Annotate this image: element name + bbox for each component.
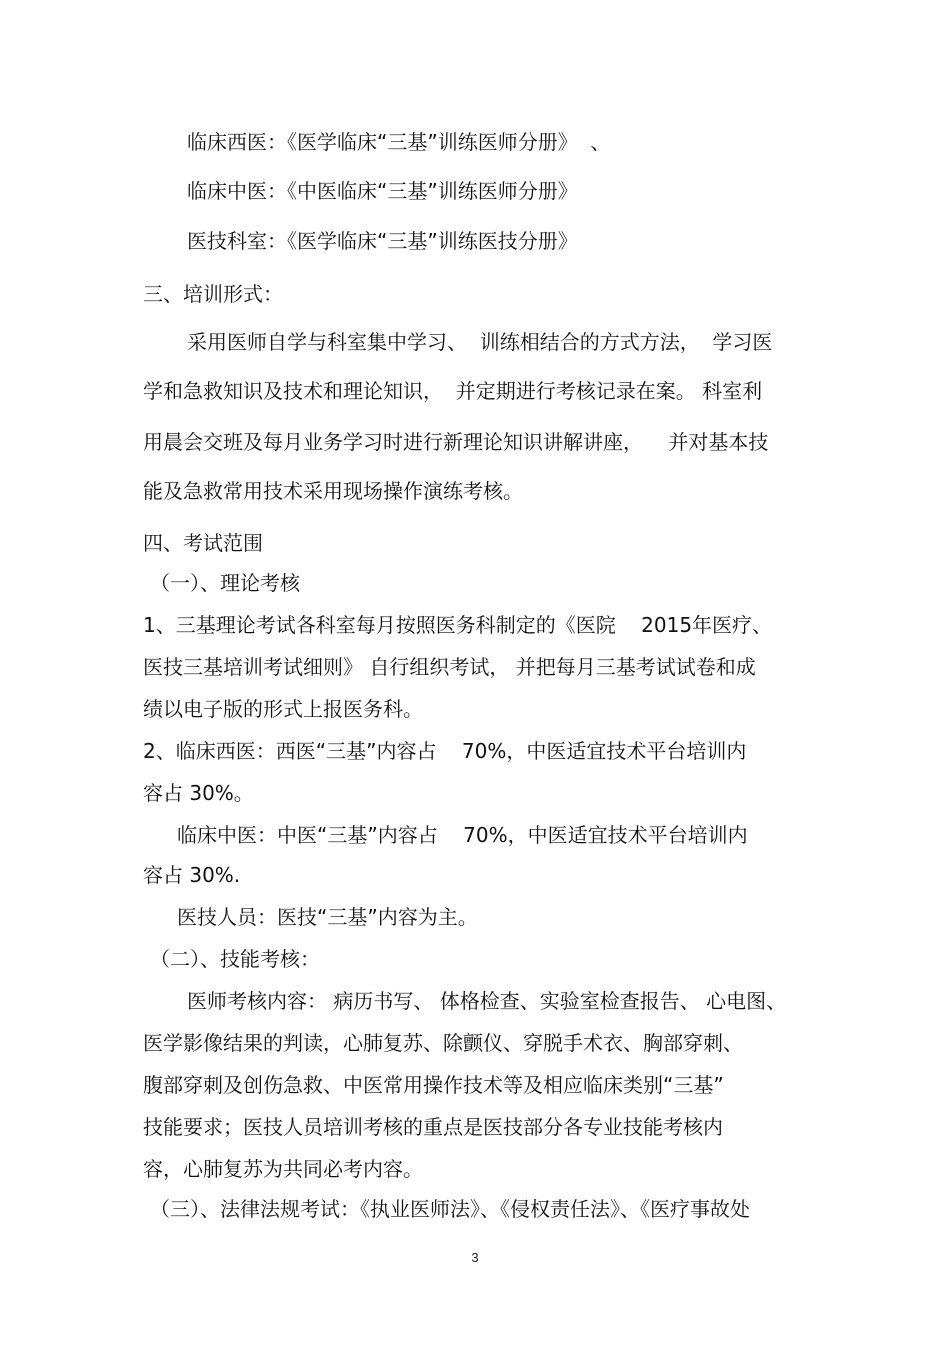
section-heading-3: 三、培训形式： [143, 282, 283, 306]
text-line-1: 临床西医：《医学临床“三基”训练医师分册》 、 [187, 130, 611, 154]
text-line-6: 学和急救知识及技术和理论知识， 并定期进行考核记录在案。 科室利 [143, 379, 763, 403]
text-line-2: 临床中医：《中医临床“三基”训练医师分册》 [187, 179, 578, 203]
text-line-16: 临床中医：中医“三基”内容占 70%，中医适宜技术平台培训内 [177, 823, 748, 847]
text-line-18: 医技人员：医技“三基”内容为主。 [177, 905, 478, 929]
text-line-13: 绩以电子版的形式上报医务科。 [143, 697, 423, 721]
text-line-21: 医学影像结果的判读，心肺复苏、除颤仪、穿脱手术衣、胸部穿刺、 [143, 1031, 743, 1055]
text-line-22: 腹部穿刺及创伤急救、中医常用操作技术等及相应临床类别“三基” [143, 1073, 724, 1097]
text-line-3: 医技科室：《医学临床“三基”训练医技分册》 [187, 229, 578, 253]
text-line-20: 医师考核内容： 病历书写、 体格检查、实验室检查报告、 心电图、 [187, 989, 787, 1013]
page-number: 3 [471, 1250, 479, 1265]
subsection-heading-2: （二）、技能考核： [150, 947, 320, 971]
text-line-8: 能及急救常用技术采用现场操作演练考核。 [143, 479, 523, 503]
subsection-heading-1: （一）、理论考核 [150, 571, 300, 595]
text-line-7: 用晨会交班及每月业务学习时进行新理论知识讲解讲座， 并对基本技 [143, 430, 769, 454]
text-line-5: 采用医师自学与科室集中学习、 训练相结合的方式方法， 学习医 [187, 330, 773, 354]
text-line-11: 1、三基理论考试各科室每月按照医务科制定的《医院 2015年医疗、 [143, 613, 773, 637]
section-heading-4: 四、考试范围 [143, 531, 263, 555]
text-line-14: 2、临床西医：西医“三基”内容占 70%，中医适宜技术平台培训内 [143, 739, 747, 763]
text-line-23: 技能要求；医技人员培训考核的重点是医技部分各专业技能考核内 [143, 1115, 723, 1139]
text-line-15: 容占 30%。 [143, 781, 254, 805]
text-line-17: 容占 30%. [143, 863, 241, 887]
text-line-12: 医技三基培训考试细则》 自行组织考试， 并把每月三基考试试卷和成 [143, 655, 756, 679]
subsection-heading-3: （三）、法律法规考试：《执业医师法》、《侵权责任法》、《医疗事故处 [150, 1197, 750, 1221]
text-line-24: 容，心肺复苏为共同必考内容。 [143, 1157, 423, 1181]
